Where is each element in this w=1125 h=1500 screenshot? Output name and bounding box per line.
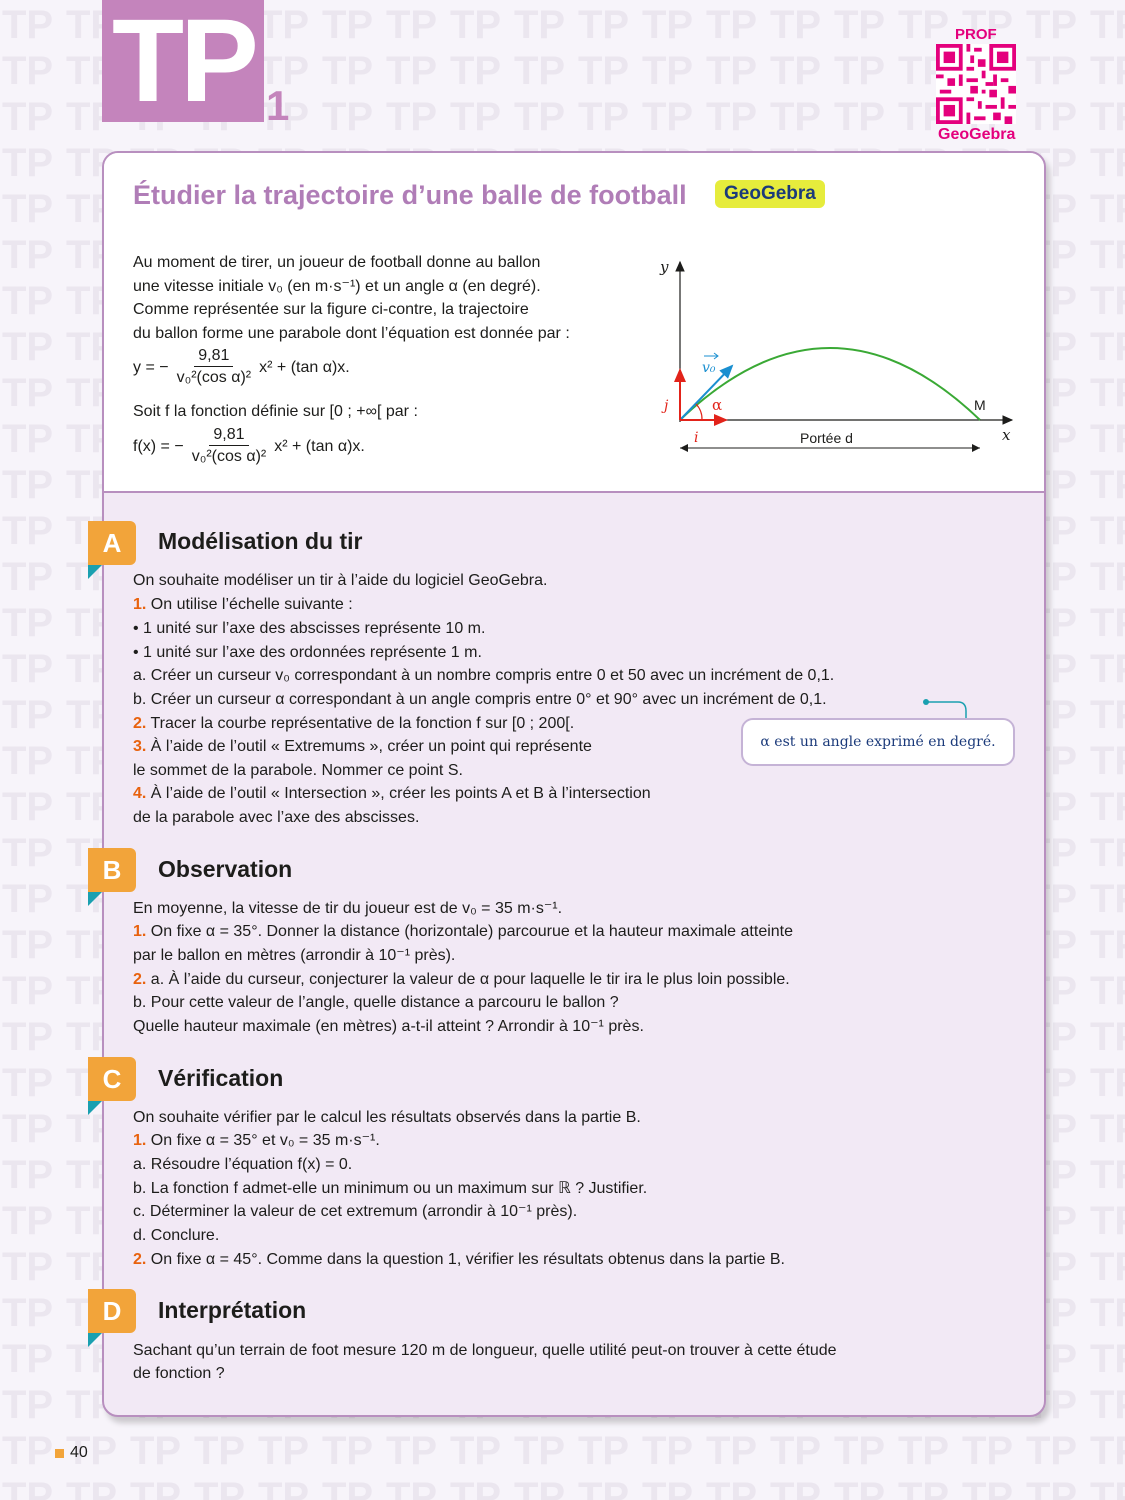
section-a-line: le sommet de la parabole. Nommer ce point S. <box>133 762 463 779</box>
section-a-badge: A <box>88 521 136 565</box>
prof-label: PROF <box>955 26 997 43</box>
fraction-numerator: 9,81 <box>209 425 248 446</box>
tp-number: 1 <box>266 82 290 129</box>
intro-line: du ballon forme une parabole dont l’équation est donnée par : <box>133 324 570 342</box>
equation-fraction <box>188 425 271 468</box>
geogebra-link[interactable]: GeoGebra <box>938 126 1016 143</box>
section-d-title: Interprétation <box>158 1297 307 1323</box>
trajectory-figure <box>650 250 1030 460</box>
section-b-title: Observation <box>158 856 293 882</box>
function-f-equation <box>133 425 365 468</box>
alpha-label: α <box>712 396 723 414</box>
y-axis-label: y <box>660 258 669 276</box>
section-d-line: de fonction ? <box>133 1365 225 1382</box>
section-b-line: En moyenne, la vitesse de tir du joueur est de v₀ = 35 m·s⁻¹. <box>133 900 563 917</box>
point-m-label: M <box>974 397 986 413</box>
range-arrow-left-head <box>680 444 688 452</box>
section-c-line: On souhaite vérifier par le calcul les résultats observés dans la partie B. <box>133 1109 641 1126</box>
section-a-line: 3. À l’aide de l’outil « Extremums », créer un point qui représente <box>133 738 592 755</box>
section-b-line: par le ballon en mètres (arrondir à 10⁻¹ près). <box>133 947 456 964</box>
section-c-line: b. La fonction f admet-elle un minimum ou un maximum sur ℝ ? Justifier. <box>133 1180 648 1197</box>
section-d-fold <box>88 1333 102 1347</box>
section-c-fold <box>88 1101 102 1115</box>
section-c-title: Vérification <box>158 1065 284 1091</box>
section-b-line: 2. a. À l’aide du curseur, conjecturer la valeur de α pour laquelle le tir ira le plus loin possible. <box>133 971 790 988</box>
equation-lhs: f(x) = − <box>133 437 184 455</box>
section-a-line: 1. On utilise l’échelle suivante : <box>133 596 353 613</box>
equation-lhs: y = − <box>133 358 169 376</box>
section-a-line: • 1 unité sur l’axe des abscisses représente 10 m. <box>133 620 486 637</box>
define-f-text: Soit f la fonction définie sur [0 ; +∞[ par : <box>133 403 418 420</box>
geogebra-badge: GeoGebra <box>715 180 825 208</box>
section-a-line: On souhaite modéliser un tir à l’aide du logiciel GeoGebra. <box>133 572 548 589</box>
trajectory-equation <box>133 346 350 389</box>
section-c-line: d. Conclure. <box>133 1227 220 1244</box>
section-d-line: Sachant qu’un terrain de foot mesure 120 m de longueur, quelle utilité peut-on trouver à cette étude <box>133 1342 837 1359</box>
section-c-line: c. Déterminer la valeur de cet extremum (arrondir à 10⁻¹ près). <box>133 1203 578 1220</box>
section-a-line: b. Créer un curseur α correspondant à un angle compris entre 0° et 90° avec un incrément de 0,1. <box>133 691 827 708</box>
j-label: j <box>664 398 669 414</box>
page-marker-icon <box>55 1449 64 1458</box>
section-a-line: de la parabole avec l’axe des abscisses. <box>133 809 420 826</box>
section-a-line: 4. À l’aide de l’outil « Intersection », créer les points A et B à l’intersection <box>133 785 651 802</box>
x-axis-label: x <box>1002 426 1011 444</box>
activity-title: Étudier la trajectoire d’une balle de football <box>133 180 687 210</box>
tp-label: TP <box>112 0 255 127</box>
trajectory-parabola <box>680 348 980 420</box>
section-b-fold <box>88 892 102 906</box>
equation-fraction <box>173 346 256 389</box>
fraction-numerator: 9,81 <box>194 346 233 367</box>
v0-label-arrow <box>704 353 718 359</box>
qr-code-icon[interactable] <box>936 44 1016 124</box>
section-c-badge: C <box>88 1057 136 1101</box>
section-b-badge: B <box>88 848 136 892</box>
intro-line: Comme représentée sur la figure ci-contre, la trajectoire <box>133 301 529 318</box>
intro-text <box>133 251 643 345</box>
fraction-denominator: v₀²(cos α)² <box>176 369 252 386</box>
range-arrow-right-head <box>972 444 980 452</box>
section-a-line: a. Créer un curseur v₀ correspondant à un nombre compris entre 0 et 50 avec un incrément de 0,1. <box>133 667 835 684</box>
v0-label: v₀ <box>702 360 716 376</box>
section-d-badge: D <box>88 1289 136 1333</box>
section-a-line: 2. Tracer la courbe représentative de la fonction f sur [0 ; 200[. <box>133 715 575 732</box>
section-b-line: 1. On fixe α = 35°. Donner la distance (horizontale) parcourue et la hauteur maximale atteinte <box>133 923 794 940</box>
section-a-title: Modélisation du tir <box>158 528 363 554</box>
section-c-line: 2. On fixe α = 45°. Comme dans la question 1, vérifier les résultats obtenus dans la partie B. <box>133 1251 785 1268</box>
equation-rhs: x² + (tan α)x. <box>259 358 350 376</box>
section-a-line: • 1 unité sur l’axe des ordonnées représente 1 m. <box>133 644 482 661</box>
range-label: Portée d <box>800 430 853 446</box>
section-a-fold <box>88 565 102 579</box>
equation-rhs: x² + (tan α)x. <box>274 437 365 455</box>
intro-line: une vitesse initiale v₀ (en m·s⁻¹) et un angle α (en degré). <box>133 277 541 295</box>
side-note: α est un angle exprimé en degré. <box>741 718 1015 766</box>
section-b-line: b. Pour cette valeur de l’angle, quelle distance a parcouru le ballon ? <box>133 994 619 1011</box>
section-c-line: 1. On fixe α = 35° et v₀ = 35 m·s⁻¹. <box>133 1132 380 1149</box>
i-label: i <box>694 430 699 446</box>
page-number: 40 <box>70 1444 88 1461</box>
alpha-arc <box>696 404 702 420</box>
intro-line: Au moment de tirer, un joueur de football donne au ballon <box>133 254 541 271</box>
section-c-line: a. Résoudre l’équation f(x) = 0. <box>133 1156 353 1173</box>
section-b-line: Quelle hauteur maximale (en mètres) a-t-il atteint ? Arrondir à 10⁻¹ près. <box>133 1018 644 1035</box>
fraction-denominator: v₀²(cos α)² <box>191 448 267 465</box>
